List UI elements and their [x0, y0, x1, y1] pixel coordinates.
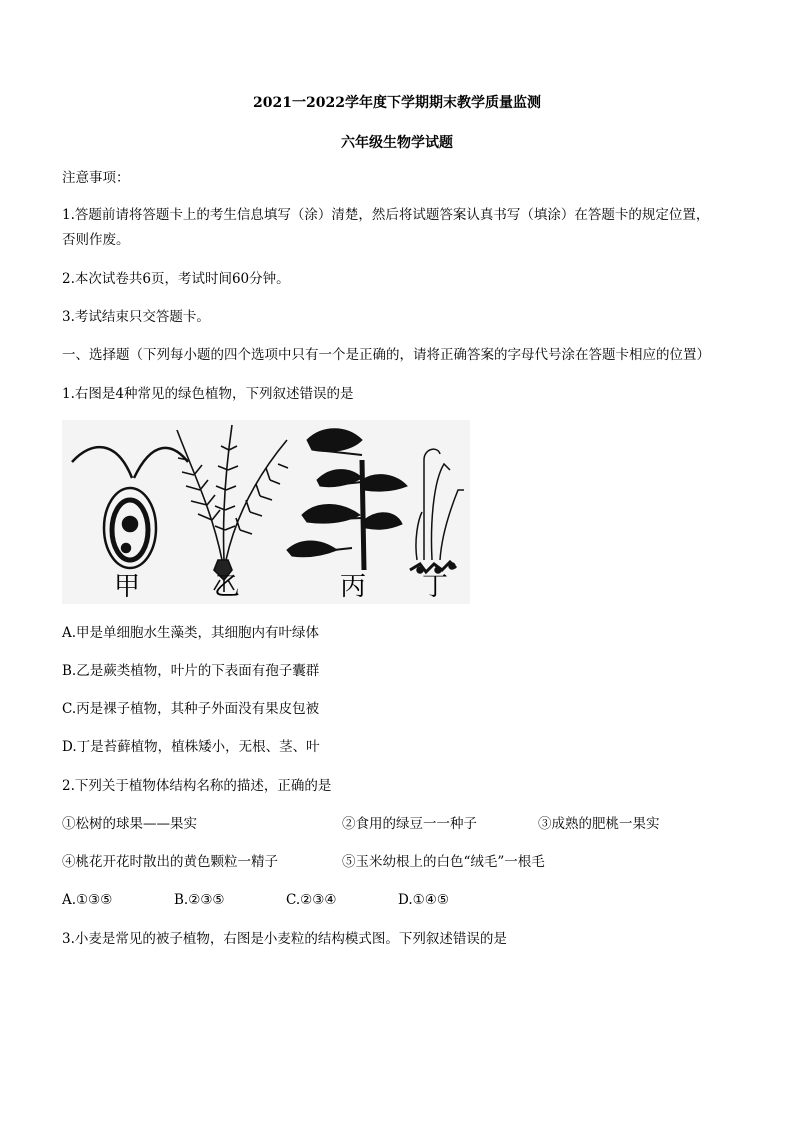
exam-subtitle: 六年级生物学试题 — [341, 135, 453, 151]
section-1-heading: 一、选择题（下列每小题的四个选项中只有一个是正确的，请将正确答案的字母代号涂在答题卡相应的位置） — [62, 347, 710, 363]
figure-label-jia: 甲 — [114, 572, 141, 602]
q2-item-2: ②食用的绿豆一一种子 — [342, 816, 477, 832]
q2-item-3: ③成熟的肥桃一果实 — [538, 816, 660, 832]
q1-option-d: D.丁是苔藓植物，植株矮小，无根、茎、叶 — [62, 739, 320, 755]
note-2: 2.本次试卷共6页，考试时间60分钟。 — [62, 271, 290, 287]
q2-stem: 2.下列关于植物体结构名称的描述，正确的是 — [62, 778, 332, 794]
q2-item-4: ④桃花开花时散出的黄色颗粒一精子 — [62, 854, 278, 870]
figure-label-bing: 丙 — [340, 572, 367, 602]
note-1-line-1: 1.答题前请将答题卡上的考生信息填写（涂）清楚，然后将试题答案认真书写（填涂）在答题卡的规定位置， — [62, 207, 710, 223]
q1-option-b: B.乙是蕨类植物，叶片的下表面有孢子囊群 — [62, 663, 320, 679]
q2-option-b: B.②③⑤ — [174, 892, 225, 908]
q1-option-a: A.甲是单细胞水生藻类，其细胞内有叶绿体 — [62, 625, 320, 641]
note-3: 3.考试结束只交答题卡。 — [62, 309, 210, 325]
figure-label-yi: 乙 — [214, 572, 241, 602]
q1-option-c: C.丙是裸子植物，其种子外面没有果皮包被 — [62, 701, 320, 717]
plants-figure — [62, 420, 470, 604]
note-1-line-2: 否则作废。 — [62, 232, 130, 248]
q2-item-1: ①松树的球果——果实 — [62, 816, 197, 832]
q2-option-a: A.①③⑤ — [62, 892, 113, 908]
q1-stem: 1.右图是4种常见的绿色植物，下列叙述错误的是 — [62, 386, 354, 402]
exam-title: 2021一2022学年度下学期期末教学质量监测 — [253, 95, 541, 111]
figure-label-ding: 丁 — [422, 572, 449, 602]
q2-option-c: C.②③④ — [286, 892, 337, 908]
q2-item-5: ⑤玉米幼根上的白色“绒毛”一根毛 — [342, 854, 545, 870]
q3-stem: 3.小麦是常见的被子植物，右图是小麦粒的结构模式图。下列叙述错误的是 — [62, 931, 507, 947]
q2-option-d: D.①④⑤ — [398, 892, 449, 908]
notes-heading: 注意事项： — [62, 170, 130, 186]
